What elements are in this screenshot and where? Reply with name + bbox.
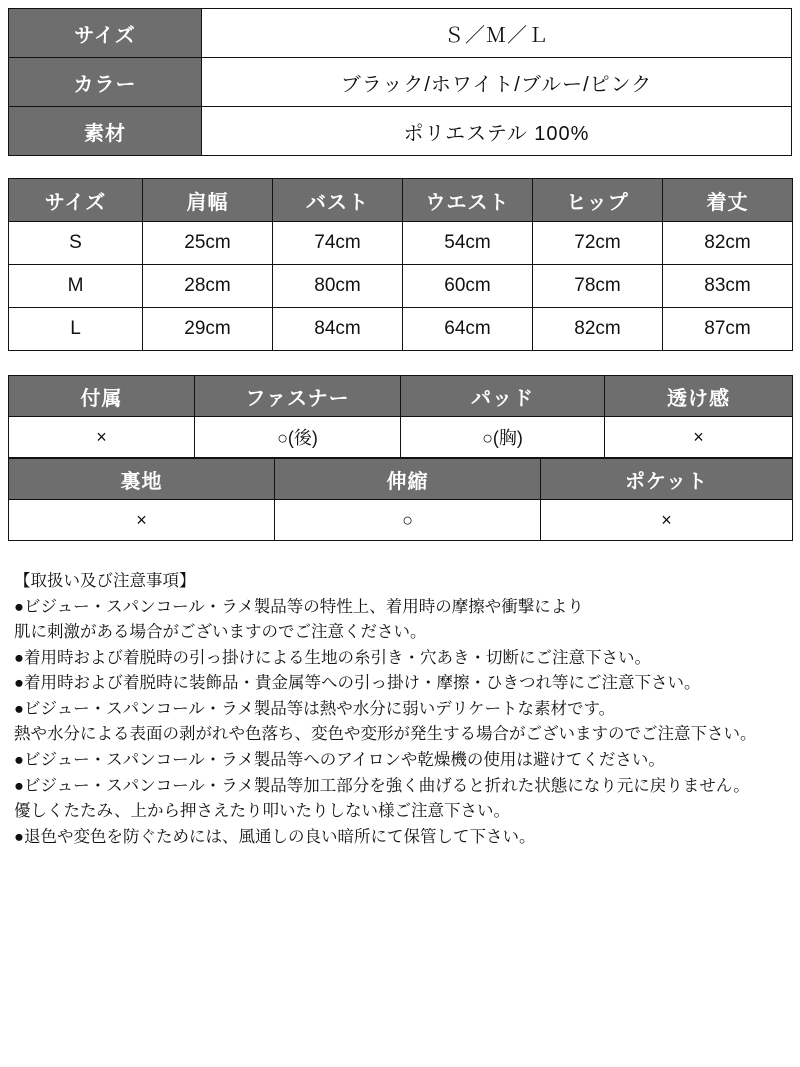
col-header-accessory: 付属 [9,376,195,417]
cell-lining: × [9,500,275,541]
notes-line: ●ビジュー・スパンコール・ラメ製品等は熱や水分に弱いデリケートな素材です。 [14,699,616,718]
cell-hip: 72cm [533,222,663,265]
cell-length: 82cm [663,222,793,265]
spec-value-size: Ｓ／Ｍ／Ｌ [202,9,792,58]
cell-waist: 60cm [403,265,533,308]
basic-spec-table [8,8,792,156]
cell-bust: 74cm [273,222,403,265]
table-row [9,107,792,156]
spacer [8,351,792,375]
table-header-row [9,459,793,500]
col-header-zipper: ファスナー [195,376,401,417]
col-header-size: サイズ [9,179,143,222]
table-row [9,9,792,58]
cell-pad: ○(胸) [401,417,605,458]
cell-hip: 82cm [533,308,663,351]
notes-line: ●ビジュー・スパンコール・ラメ製品等へのアイロンや乾燥機の使用は避けてください。 [14,750,665,769]
table-row [9,222,793,265]
notes-line: ●ビジュー・スパンコール・ラメ製品等の特性上、着用時の摩擦や衝撃により [14,597,584,616]
cell-accessory: × [9,417,195,458]
cell-shoulder: 25cm [143,222,273,265]
spec-label-color: カラー [9,58,202,107]
cell-size: M [9,265,143,308]
spec-label-size: サイズ [9,9,202,58]
cell-shoulder: 29cm [143,308,273,351]
col-header-lining: 裏地 [9,459,275,500]
cell-length: 87cm [663,308,793,351]
col-header-pocket: ポケット [541,459,793,500]
col-header-sheerness: 透け感 [605,376,793,417]
notes-line: 肌に刺激がある場合がございますのでご注意ください。 [14,623,427,642]
cell-size: S [9,222,143,265]
col-header-waist: ウエスト [403,179,533,222]
cell-bust: 80cm [273,265,403,308]
cell-stretch: ○ [275,500,541,541]
cell-shoulder: 28cm [143,265,273,308]
table-row [9,500,793,541]
cell-zipper: ○(後) [195,417,401,458]
measurement-table [8,178,793,351]
col-header-pad: パッド [401,376,605,417]
table-header-row [9,376,793,417]
table-row [9,58,792,107]
table-row [9,417,793,458]
cell-waist: 54cm [403,222,533,265]
notes-line: ●着用時および着脱時の引っ掛けによる生地の糸引き・穴あき・切断にご注意下さい。 [14,648,651,667]
col-header-hip: ヒップ [533,179,663,222]
cell-pocket: × [541,500,793,541]
notes-line: ●退色や変色を防ぐためには、風通しの良い暗所にて保管して下さい。 [14,827,536,846]
cell-sheerness: × [605,417,793,458]
col-header-shoulder: 肩幅 [143,179,273,222]
col-header-stretch: 伸縮 [275,459,541,500]
table-row [9,265,793,308]
spec-value-color: ブラック/ホワイト/ブルー/ピンク [202,58,792,107]
attribute-table-1 [8,375,793,458]
notes-line: 優しくたたみ、上から押さえたり叩いたりしない様ご注意下さい。 [14,802,510,821]
col-header-bust: バスト [273,179,403,222]
notes-line: ●ビジュー・スパンコール・ラメ製品等加工部分を強く曲げると折れた状態になり元に戻りません。 [14,776,750,795]
notes-line: ●着用時および着脱時に装飾品・貴金属等への引っ掛け・摩擦・ひきつれ等にご注意下さい。 [14,674,701,693]
cell-waist: 64cm [403,308,533,351]
notes-line: 熱や水分による表面の剥がれや色落ち、変色や変形が発生する場合がございますのでご注意下さい。 [14,725,757,744]
col-header-length: 着丈 [663,179,793,222]
cell-length: 83cm [663,265,793,308]
handling-notes [8,569,792,850]
notes-title: 【取扱い及び注意事項】 [14,572,196,590]
cell-hip: 78cm [533,265,663,308]
spec-value-material: ポリエステル 100% [202,107,792,156]
spec-label-material: 素材 [9,107,202,156]
spacer [8,156,792,178]
cell-size: L [9,308,143,351]
table-row [9,308,793,351]
table-header-row [9,179,793,222]
attribute-table-2 [8,458,793,541]
cell-bust: 84cm [273,308,403,351]
